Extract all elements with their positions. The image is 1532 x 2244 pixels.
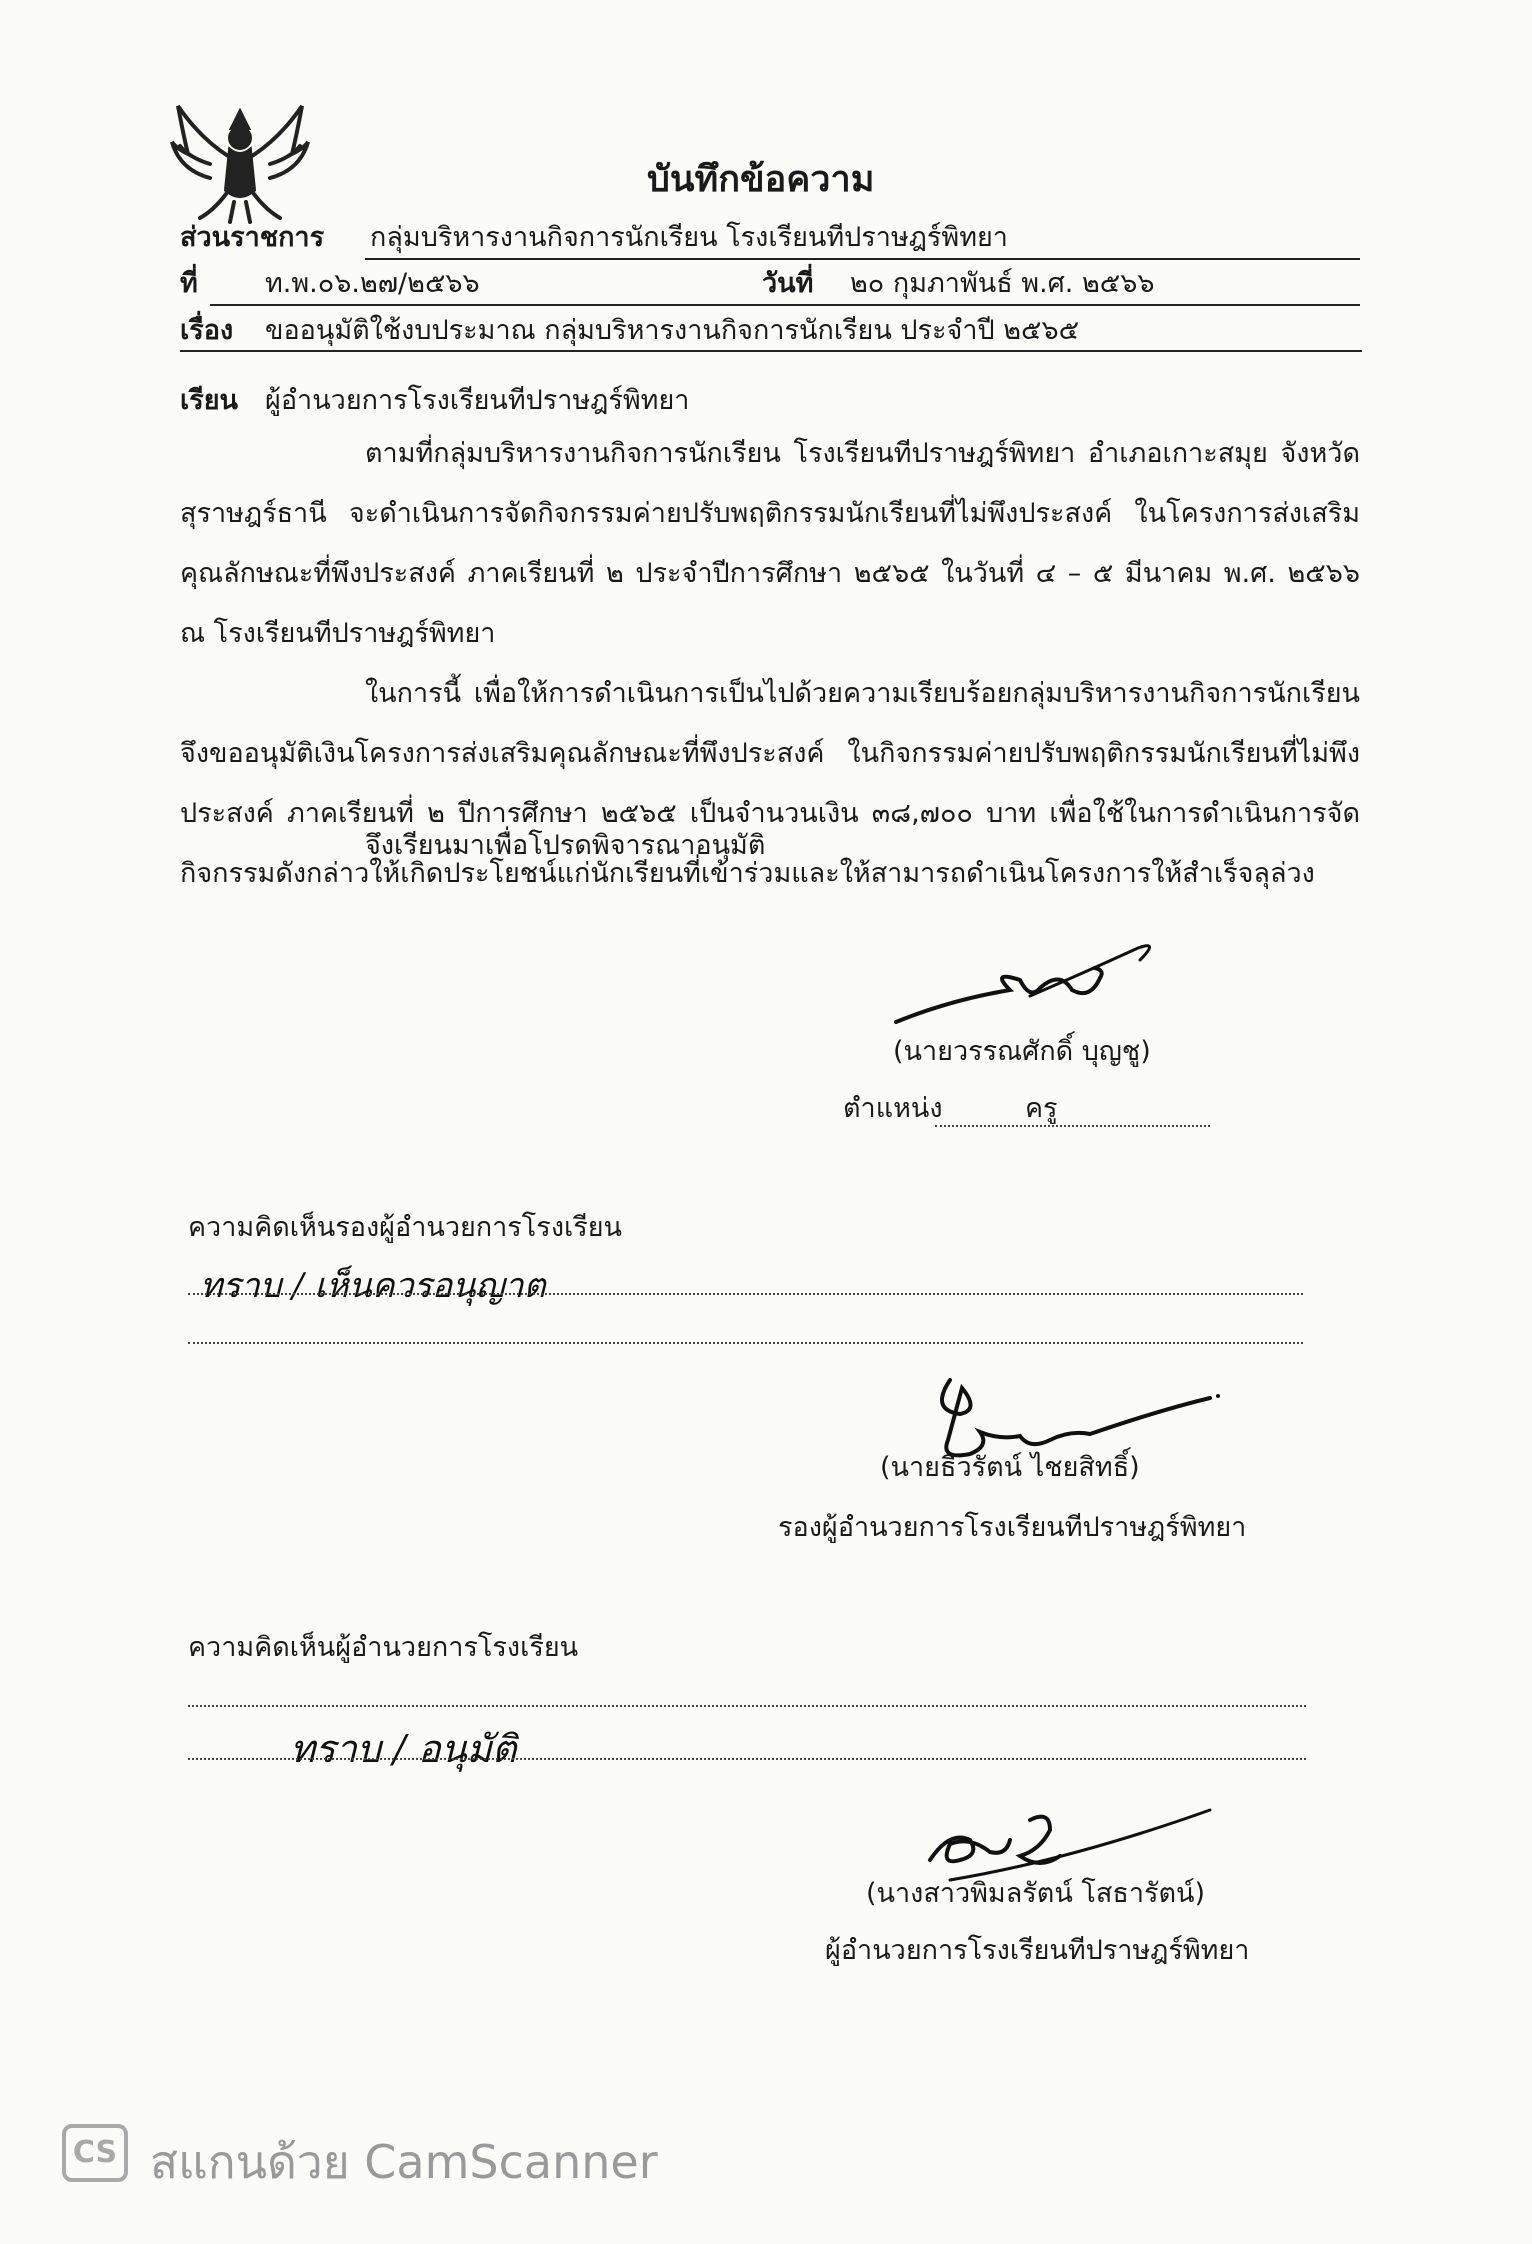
ref-value: ท.พ.๐๖.๒๗/๒๕๖๖ [265,268,480,299]
director-name: (นางสาวพิมลรัตน์ โสธารัตน์) [866,1878,1206,1909]
signer1-position-label: ตำแหน่ง [843,1093,943,1124]
subject-label: เรื่อง [180,315,234,346]
signer1-name: (นายวรรณศักดิ์ บุญชู) [893,1036,1151,1067]
deputy-name: (นายธีวรัตน์ ไชยสิทธิ์) [880,1452,1140,1483]
dept-underline [365,258,1360,260]
deputy-title: รองผู้อำนวยการโรงเรียนทีปราษฎร์พิทยา [778,1512,1247,1543]
ref-label: ที่ [180,268,198,299]
subject-value: ขออนุมัติใช้งบประมาณ กลุ่มบริหารงานกิจการนักเรียน ประจำปี ๒๕๖๕ [265,315,1080,346]
ref-underline [210,304,1360,306]
director-heading: ความคิดเห็นผู้อำนวยการโรงเรียน [188,1632,579,1663]
signer1-position-dots [935,1125,1210,1127]
to-value: ผู้อำนวยการโรงเรียนทีปราษฎร์พิทยา [265,385,690,416]
director-dots-1 [188,1705,1306,1707]
signer1-position-value: ครู [1025,1093,1058,1124]
dept-label: ส่วนราชการ [180,222,325,253]
body-paragraph-2 [180,664,1360,904]
director-title: ผู้อำนวยการโรงเรียนทีปราษฎร์พิทยา [825,1935,1250,1966]
camscanner-logo-icon: CS [62,2124,128,2182]
body-paragraph-1 [180,424,1360,664]
body-paragraph-2-text: ในการนี้ เพื่อให้การดำเนินการเป็นไปด้วยความเรียบร้อยกลุ่มบริหารงานกิจการนักเรียน จึงขออนุมัติเงินโครงการส่งเสริมคุณลักษณะที่พึงประสงค์ ในกิจกรรมค่ายปรับพฤติกรรมนักเรียนที่ไม่พึงประสงค์ ภาคเรียนที่ ๒ ปีการศึกษา ๒๕๖๕ เป็นจำนวนเงิน ๓๘,๗๐๐ บาท เพื่อใช้ในการดำเนินการจัดกิจกรรมดังกล่าวให้เกิดประโยชน์แก่นักเรียนที่เข้าร่วมและให้สามารถดำเนินโครงการให้สำเร็จลุล่วง [180,678,1360,889]
date-label: วันที่ [762,268,814,299]
to-label: เรียน [180,385,239,416]
closing-text: จึงเรียนมาเพื่อโปรดพิจารณาอนุมัติ [365,830,766,861]
deputy-heading: ความคิดเห็นรองผู้อำนวยการโรงเรียน [188,1212,623,1243]
memo-title: บันทึกข้อความ [647,159,875,200]
body-paragraph-1-text: ตามที่กลุ่มบริหารงานกิจการนักเรียน โรงเรียนทีปราษฎร์พิทยา อำเภอเกาะสมุย จังหวัดสุราษฎร์ธานี จะดำเนินการจัดกิจกรรมค่ายปรับพฤติกรรมนักเรียนที่ไม่พึงประสงค์ ในโครงการส่งเสริมคุณลักษณะที่พึงประสงค์ ภาคเรียนที่ ๒ ประจำปีการศึกษา ๒๕๖๕ ในวันที่ ๔ – ๕ มีนาคม พ.ศ. ๒๕๖๖ ณ โรงเรียนทีปราษฎร์พิทยา [180,438,1360,649]
camscanner-footer-text: สแกนด้วย CamScanner [150,2135,658,2189]
signature-1 [890,930,1190,1030]
deputy-handwritten-note: ทราบ / เห็นควรอนุญาต [200,1266,546,1306]
date-value: ๒๐ กุมภาพันธ์ พ.ศ. ๒๕๖๖ [850,268,1155,299]
director-handwritten-note: ทราบ / อนุมัติ [290,1727,517,1771]
subject-underline [180,350,1362,352]
garuda-emblem-icon [170,98,310,226]
deputy-dots-1 [188,1293,1303,1295]
deputy-dots-2 [188,1342,1303,1344]
dept-value: กลุ่มบริหารงานกิจการนักเรียน โรงเรียนทีปราษฎร์พิทยา [370,222,1008,253]
director-dots-2 [188,1758,1306,1760]
